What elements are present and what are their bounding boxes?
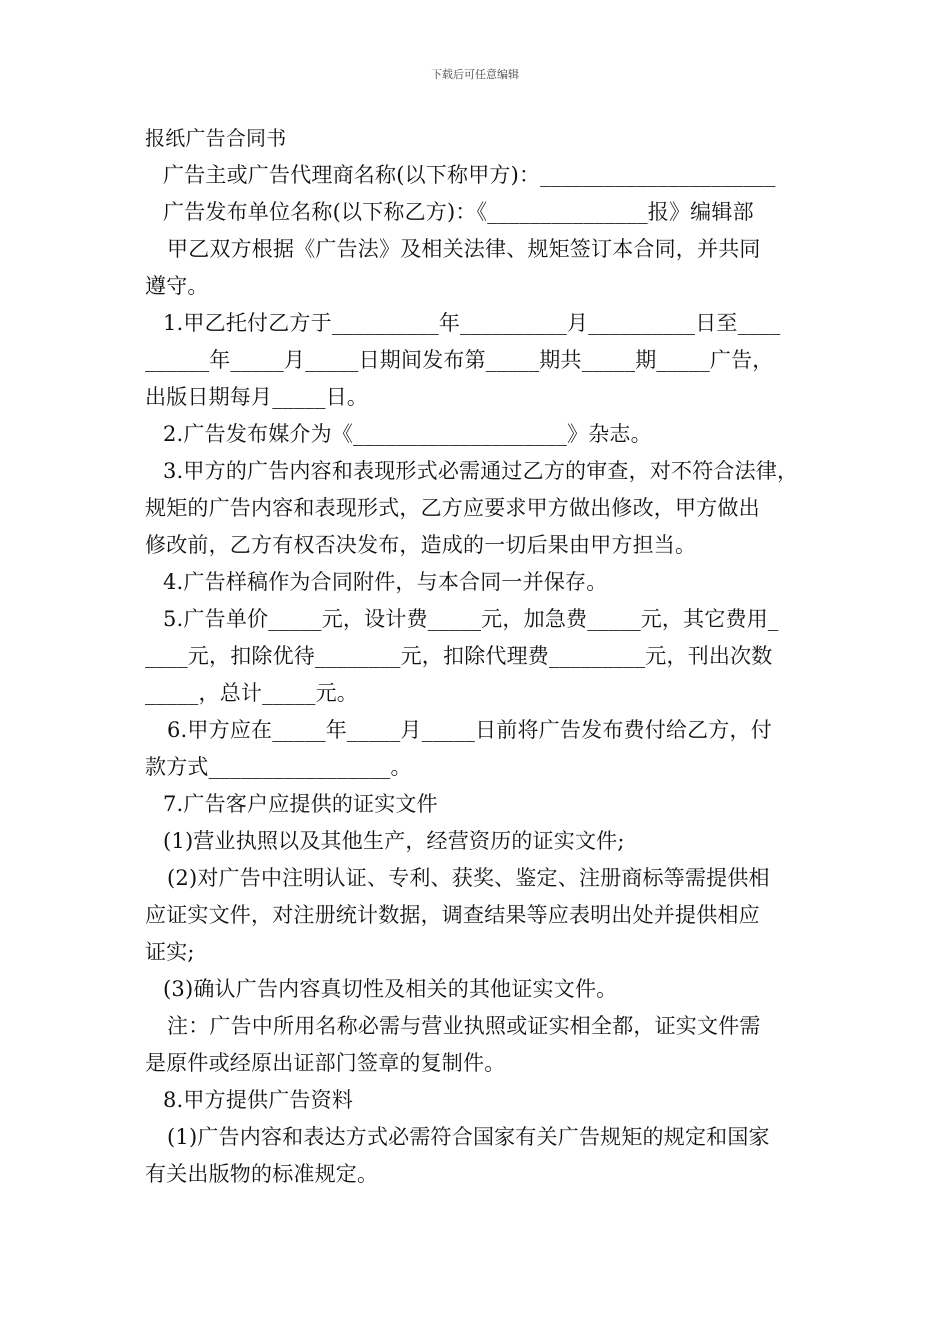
paragraph-line: 款方式_________________。 bbox=[145, 755, 412, 779]
paragraph-line: 4.广告样稿作为合同附件，与本合同一并保存。 bbox=[163, 570, 608, 594]
page-header: 下载后可任意编辑 bbox=[431, 68, 519, 81]
paragraph-line: 注：广告中所用名称必需与营业执照或证实相全都，证实文件需 bbox=[167, 1014, 761, 1038]
paragraph-line: 2.广告发布媒介为《____________________》杂志。 bbox=[163, 422, 652, 446]
paragraph-line: ______年_____月_____日期间发布第_____期共_____期_____广告， bbox=[145, 348, 774, 372]
paragraph-line: 修改前，乙方有权否决发布，造成的一切后果由甲方担当。 bbox=[145, 533, 697, 557]
document-title: 报纸广告合同书 bbox=[145, 126, 287, 150]
paragraph-line: 出版日期每月_____日。 bbox=[145, 385, 369, 409]
contract-body bbox=[145, 120, 810, 1193]
paragraph-line: 广告主或广告代理商名称(以下称甲方)：______________________ bbox=[163, 163, 776, 187]
paragraph-line: 1.甲乙托付乙方于__________年__________月__________日至____ bbox=[163, 311, 781, 335]
paragraph-line: 是原件或经原出证部门签章的复制件。 bbox=[145, 1051, 506, 1075]
paragraph-line: 广告发布单位名称(以下称乙方)：《_______________报》编辑部 bbox=[163, 200, 754, 224]
paragraph-line: 7.广告客户应提供的证实文件 bbox=[163, 792, 438, 816]
paragraph-line: 甲乙双方根据《广告法》及相关法律、规矩签订本合同，并共同 bbox=[167, 237, 761, 261]
paragraph-line: (1)营业执照以及其他生产，经营资历的证实文件; bbox=[163, 829, 625, 853]
paragraph-line: (3)确认广告内容真切性及相关的其他证实文件。 bbox=[163, 977, 618, 1001]
paragraph-line: (1)广告内容和表达方式必需符合国家有关广告规矩的规定和国家 bbox=[167, 1125, 770, 1149]
paragraph-line: ____元，扣除优待________元，扣除代理费_________元，刊出次数 bbox=[145, 644, 773, 668]
paragraph-line: 应证实文件，对注册统计数据，调查结果等应表明出处并提供相应 bbox=[145, 903, 760, 927]
paragraph-line: 5.广告单价_____元，设计费_____元，加急费_____元，其它费用_ bbox=[163, 607, 779, 631]
paragraph-line: (2)对广告中注明认证、专利、获奖、鉴定、注册商标等需提供相 bbox=[167, 866, 770, 890]
paragraph-line: 遵守。 bbox=[145, 274, 209, 298]
paragraph-line: 规矩的广告内容和表现形式，乙方应要求甲方做出修改，甲方做出 bbox=[145, 496, 760, 520]
paragraph-line: 8.甲方提供广告资料 bbox=[163, 1088, 354, 1112]
paragraph-line: 3.甲方的广告内容和表现形式必需通过乙方的审查，对不符合法律， bbox=[163, 459, 799, 483]
paragraph-line: _____，总计_____元。 bbox=[145, 681, 358, 705]
paragraph-line: 6.甲方应在_____年_____月_____日前将广告发布费付给乙方，付 bbox=[167, 718, 772, 742]
paragraph-line: 证实; bbox=[145, 940, 195, 964]
paragraph-line: 有关出版物的标准规定。 bbox=[145, 1162, 379, 1186]
